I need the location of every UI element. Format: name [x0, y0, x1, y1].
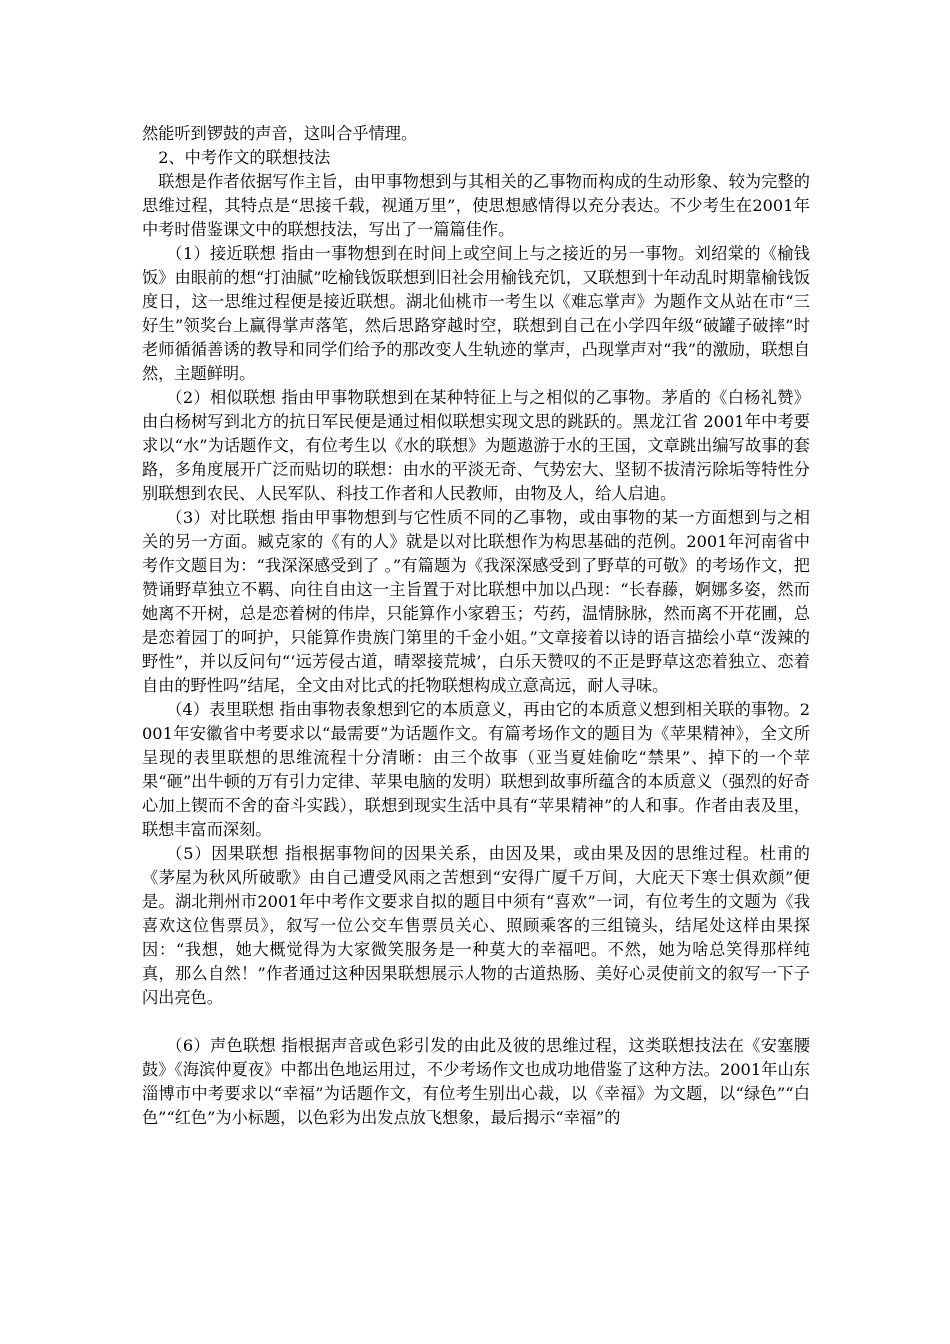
paragraph-cause-effect-association: （5）因果联想 指根据事物间的因果关系，由因及果，或由果及因的思维过程。杜甫的《茅屋为秋风所破歌》由自己遭受风雨之苦想到“安得广厦千万间，大庇天下寒士俱欢颜”便是。湖北荆州市2001年中考作文要求自拟的题目中须有“喜欢”一词，有位考生的文题为《我喜欢这位售票员》，叙写一位公交车售票员关心、照顾乘客的三组镜头，结尾处这样由果探因：“我想，她大概觉得为大家微笑服务是一种莫大的幸福吧。不然，她为啥总笑得那样纯真，那么自然！”作者通过这种因果联想展示人物的古道热肠、美好心灵使前文的叙写一下子闪出亮色。 [142, 844, 810, 1007]
section-heading: 2、中考作文的联想技法 [158, 148, 331, 167]
document-page [142, 122, 810, 1130]
blank-line [142, 1010, 810, 1034]
paragraph-surface-essence-association: （4）表里联想 指由事物表象想到它的本质意义，再由它的本质意义想到相关联的事物。2001年安徽省中考要求以“最需要”为话题作文。有篇考场作文的题目为《苹果精神》，全文所呈现的表里联想的思维流程十分清晰：由三个故事（亚当夏娃偷吃“禁果”、掉下的一个苹果“砸”出牛顿的万有引力定律、苹果电脑的发明）联想到故事所蕴含的本质意义（强烈的好奇心加上锲而不舍的奋斗实践），联想到现实生活中具有“苹果精神”的人和事。作者由表及里，联想丰富而深刻。 [142, 700, 810, 839]
paragraph-intro: 联想是作者依据写作主旨，由甲事物想到与其相关的乙事物而构成的生动形象、较为完整的思维过程，其特点是“思接千载，视通万里”，使思想感情得以充分表达。不少考生在2001年中考时借鉴课文中的联想技法，写出了一篇篇佳作。 [142, 172, 810, 239]
paragraph-proximity-association: （1）接近联想 指由一事物想到在时间上或空间上与之接近的另一事物。刘绍棠的《榆钱饭》由眼前的想“打油腻”吃榆钱饭联想到旧社会用榆钱充饥，又联想到十年动乱时期靠榆钱饭度日，这一思维过程便是接近联想。湖北仙桃市一考生以《难忘掌声》为题作文从站在市“三好生”领奖台上赢得掌声落笔，然后思路穿越时空，联想到自己在小学四年级“破罐子破摔”时老师循循善诱的教导和同学们给予的那改变人生轨迹的掌声，凸现掌声对“我”的激励，联想自然，主题鲜明。 [142, 244, 810, 383]
paragraph-contrast-association: （3）对比联想 指由甲事物想到与它性质不同的乙事物，或由事物的某一方面想到与之相关的另一方面。臧克家的《有的人》就是以对比联想作为构思基础的范例。2001年河南省中考作文题目为：“我深深感受到了 。”有篇题为《我深深感受到了野草的可敬》的考场作文，把赞诵野草独立不羁、向往自由这一主旨置于对比联想中加以凸现：“长春藤，婀娜多姿，然而她离不开树，总是恋着树的伟岸，只能算作小家碧玉；芍药，温情脉脉，然而离不开花圃，总是恋着园丁的呵护，只能算作贵族门第里的千金小姐。”文章接着以诗的语言描绘小草“泼辣的野性”，并以反问句“‘远芳侵古道，晴翠接荒城’，白乐天赞叹的不正是野草这恋着独立、恋着自由的野性吗”结尾，全文由对比式的托物联想构成立意高远，耐人寻味。 [142, 508, 810, 695]
paragraph-similarity-association: （2）相似联想 指由甲事物联想到在某种特征上与之相似的乙事物。茅盾的《白杨礼赞》由白杨树写到北方的抗日军民便是通过相似联想实现文思的跳跃的。黑龙江省 2001年中考要求以“水”为话题作文，有位考生以《水的联想》为题遨游于水的王国，文章跳出编写故事的套路，多角度展开广泛而贴切的联想：由水的平淡无奇、气势宏大、坚韧不拔清污除垢等特性分别联想到农民、人民军队、科技工作者和人民教师，由物及人，给人启迪。 [142, 388, 810, 503]
paragraph-continuation: 然能听到锣鼓的声音，这叫合乎情理。 [142, 124, 418, 143]
paragraph-sound-color-association: （6）声色联想 指根据声音或色彩引发的由此及彼的思维过程，这类联想技法在《安塞腰鼓》《海滨仲夏夜》中都出色地运用过，不少考场作文也成功地借鉴了这种方法。2001年山东淄博市中考要求以“幸福”为话题作文，有位考生别出心裁，以《幸福》为文题，以“绿色”“白色”“红色”为小标题，以色彩为出发点放飞想象，最后揭示“幸福”的 [142, 1036, 810, 1127]
